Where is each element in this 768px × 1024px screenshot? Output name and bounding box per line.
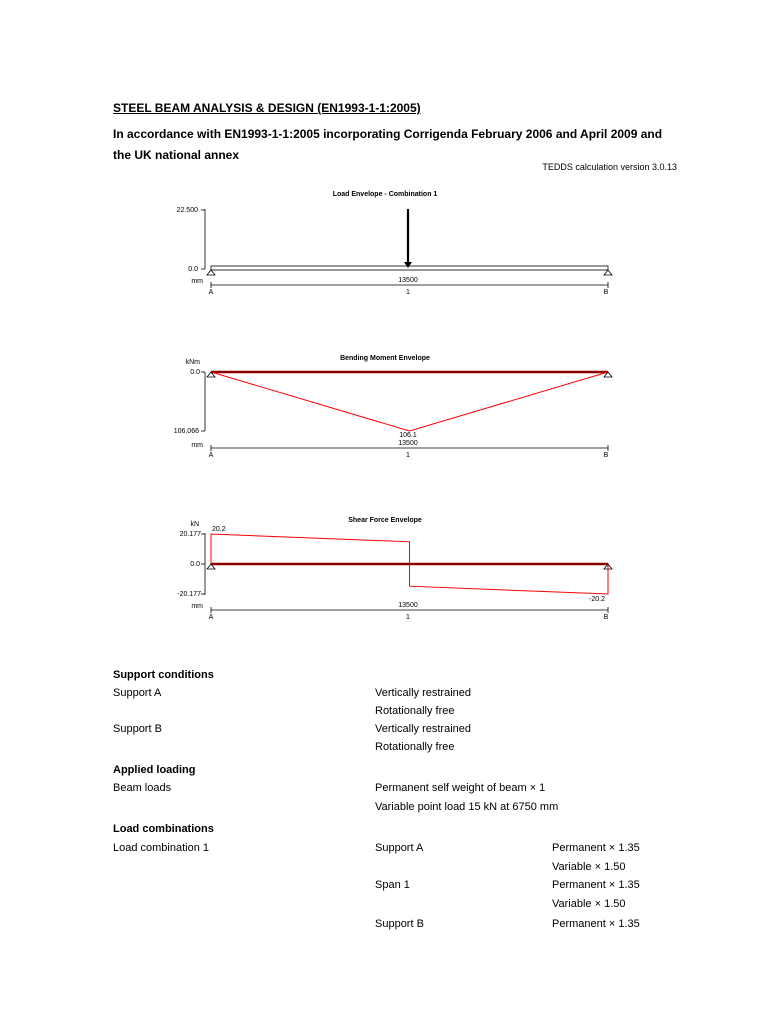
span-length-label: 13500	[398, 602, 418, 609]
support-b-label: Support B	[113, 723, 162, 735]
support-b-condition: Rotationally free	[375, 741, 455, 753]
support-b-label: B	[603, 614, 609, 621]
peak-value-label: 106.1	[399, 432, 417, 439]
load-combination-label: Load combination 1	[113, 842, 210, 854]
chart-title: Load Envelope - Combination 1	[332, 191, 438, 198]
x-unit-label: mm	[191, 278, 203, 285]
y-unit-label: kNm	[185, 359, 200, 366]
point-load-arrowhead	[404, 262, 412, 268]
chart-title: Shear Force Envelope	[348, 517, 422, 524]
beam-load-line: Variable point load 15 kN at 6750 mm	[375, 801, 559, 813]
y-unit-label: kN	[190, 521, 199, 528]
span-number-label: 1	[406, 452, 410, 459]
support-b-icon	[604, 270, 612, 275]
calc-version: TEDDS calculation version 3.0.13	[542, 162, 677, 172]
combination-factor: Variable × 1.50	[552, 898, 626, 910]
y-tick-label: 0.0	[190, 561, 200, 568]
support-b-label: B	[603, 289, 609, 296]
combination-location: Span 1	[375, 879, 410, 891]
support-a-icon	[207, 270, 215, 275]
y-tick-label: 20.177	[179, 531, 201, 538]
combination-location: Support B	[375, 918, 424, 930]
load-combinations-heading: Load combinations	[113, 823, 214, 835]
combination-factor: Permanent × 1.35	[552, 879, 640, 891]
y-tick-label: 0.0	[188, 266, 198, 273]
span-length-label: 13500	[398, 277, 418, 284]
combination-location: Support A	[375, 842, 424, 854]
span-number-label: 1	[406, 614, 410, 621]
support-b-condition: Vertically restrained	[375, 723, 471, 735]
chart-title: Bending Moment Envelope	[340, 355, 430, 362]
applied-loading-heading: Applied loading	[113, 764, 196, 776]
document-subtitle: In accordance with EN1993-1-1:2005 incorporating Corrigenda February 2006 and April 2009 and the UK national annex	[113, 127, 663, 162]
y-tick-label: 106.066	[173, 428, 199, 435]
y-tick-label: -20.177	[177, 591, 201, 598]
x-unit-label: mm	[191, 442, 203, 449]
shear-force-chart	[0, 513, 768, 623]
support-a-label: Support A	[113, 687, 162, 699]
start-value-label: 20.2	[212, 526, 226, 533]
support-a-label: A	[208, 289, 214, 296]
combination-factor: Permanent × 1.35	[552, 918, 640, 930]
beam	[211, 266, 608, 270]
y-tick-label: 22.500	[176, 207, 198, 214]
y-tick-label: 0.0	[190, 369, 200, 376]
load-envelope-chart	[0, 185, 768, 295]
span-number-label: 1	[406, 289, 410, 296]
end-value-label: -20.2	[589, 596, 605, 603]
combination-factor: Permanent × 1.35	[552, 842, 640, 854]
support-a-label: A	[208, 614, 214, 621]
bending-moment-chart	[0, 350, 768, 460]
combination-factor: Variable × 1.50	[552, 861, 626, 873]
moment-diagram-line	[211, 372, 608, 431]
x-unit-label: mm	[191, 603, 203, 610]
support-a-condition: Vertically restrained	[375, 687, 471, 699]
support-b-label: B	[603, 452, 609, 459]
support-conditions-heading: Support conditions	[113, 669, 214, 681]
span-length-label: 13500	[398, 440, 418, 447]
support-a-condition: Rotationally free	[375, 705, 455, 717]
support-a-label: A	[208, 452, 214, 459]
beam-load-line: Permanent self weight of beam × 1	[375, 782, 546, 794]
document-title: STEEL BEAM ANALYSIS & DESIGN (EN1993-1-1:2005)	[113, 101, 421, 115]
beam-loads-label: Beam loads	[113, 782, 172, 794]
